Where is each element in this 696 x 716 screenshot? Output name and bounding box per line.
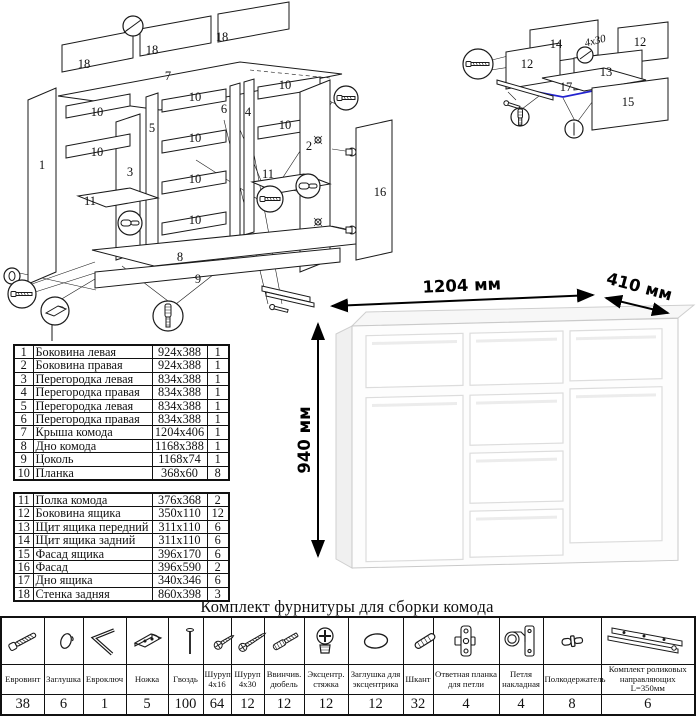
part-qty: 12 <box>207 507 229 520</box>
parts-row <box>14 399 229 412</box>
part-qty: 1 <box>207 345 229 359</box>
part-qty: 6 <box>207 547 229 560</box>
part-name: Дно ящика <box>33 574 152 587</box>
part-size: 1168x388 <box>152 439 207 452</box>
height-dimension-label: 940 мм <box>295 406 314 474</box>
width-dimension-arrow <box>332 295 593 306</box>
hardware-qty: 4 <box>499 695 543 716</box>
cabinet-side <box>336 326 352 568</box>
parts-row <box>14 547 229 560</box>
hardware-name: Шуруп 4x30 <box>231 665 264 695</box>
roller-guides-icon <box>601 617 695 665</box>
part-label: 15 <box>621 95 635 109</box>
product-render <box>295 269 694 568</box>
parts-row <box>14 426 229 439</box>
callout-nail-drawer <box>565 120 583 138</box>
part-name: Стенка задняя <box>33 587 152 601</box>
hardware-name: Гвоздь <box>168 665 203 695</box>
part-num: 8 <box>14 439 33 452</box>
cabinet-front <box>352 318 678 568</box>
part-num: 13 <box>14 520 33 533</box>
hardware-qty: 12 <box>264 695 304 716</box>
shelf-support-icon <box>543 617 601 665</box>
part-size: 924x388 <box>152 345 207 359</box>
euro-screw-icon <box>1 617 44 665</box>
part-label: 7 <box>164 69 172 83</box>
part-label: 10 <box>188 131 202 145</box>
hinge-plate-icon <box>433 617 499 665</box>
part-label: 3 <box>126 165 134 179</box>
partition-6 <box>230 83 240 239</box>
part-label: 1 <box>38 158 46 172</box>
part-size: 368x60 <box>152 466 207 480</box>
parts-row <box>14 520 229 533</box>
part-label: 6 <box>220 102 228 116</box>
part-name: Перегородка правая <box>33 412 152 425</box>
part-name: Фасад ящика <box>33 547 152 560</box>
depth-dimension-label: 410 мм <box>604 268 675 305</box>
part-label: 10 <box>188 90 202 104</box>
hinge-icon <box>499 617 543 665</box>
hardware-kit-title: Комплект фурнитуры для сборки комода <box>200 597 494 616</box>
part-label: 12 <box>633 35 647 49</box>
part-name: Цоколь <box>33 453 152 466</box>
part-size: 834x388 <box>152 372 207 385</box>
hardware-name: Петля накладная <box>499 665 543 695</box>
part-qty: 2 <box>207 493 229 507</box>
hardware-qty: 64 <box>203 695 231 716</box>
foot-icon <box>126 617 168 665</box>
hardware-name: Евроключ <box>83 665 126 695</box>
part-size: 396x170 <box>152 547 207 560</box>
part-label: 10 <box>278 118 292 132</box>
part-qty: 1 <box>207 412 229 425</box>
part-label: 9 <box>194 272 202 286</box>
part-num: 7 <box>14 426 33 439</box>
back-panel-18-right <box>215 2 289 44</box>
side-panel-1 <box>28 88 56 284</box>
part-num: 9 <box>14 453 33 466</box>
part-qty: 6 <box>207 574 229 587</box>
cam-lock-icon <box>304 617 348 665</box>
part-num: 14 <box>14 534 33 547</box>
part-qty: 8 <box>207 466 229 480</box>
part-label: 2 <box>305 139 313 153</box>
parts-row <box>14 574 229 587</box>
hardware-name: Ответная планка для петли <box>433 665 499 695</box>
part-label: 4 <box>244 105 252 119</box>
door-front <box>570 387 662 543</box>
part-size: 350x110 <box>152 507 207 520</box>
part-name: Фасад <box>33 560 152 573</box>
part-label: 14 <box>549 37 563 51</box>
hardware-qty: 1 <box>83 695 126 716</box>
part-size: 860x398 <box>152 587 207 601</box>
hardware-qty-row <box>1 695 695 716</box>
screw-short-icon <box>203 617 231 665</box>
parts-row <box>14 345 229 359</box>
hardware-names-row <box>1 665 695 695</box>
parts-row <box>14 493 229 507</box>
dowel-icon <box>403 617 433 665</box>
part-name: Перегородка левая <box>33 399 152 412</box>
callout-foot <box>41 297 69 341</box>
hardware-qty: 4 <box>433 695 499 716</box>
part-num: 5 <box>14 399 33 412</box>
part-qty: 2 <box>207 560 229 573</box>
part-qty: 1 <box>207 399 229 412</box>
part-size: 834x388 <box>152 386 207 399</box>
part-size: 311x110 <box>152 534 207 547</box>
parts-table-main <box>13 344 230 481</box>
hardware-qty: 100 <box>168 695 203 716</box>
hardware-name: Ввинчив. дюбель <box>264 665 304 695</box>
part-label: 11 <box>261 167 275 181</box>
callout-screw-in-dowel <box>153 301 183 331</box>
back-panel-18-left <box>62 31 133 72</box>
hex-key-icon <box>83 617 126 665</box>
cam-cap-icon <box>348 617 403 665</box>
part-num: 15 <box>14 547 33 560</box>
cap-icon <box>44 617 83 665</box>
part-num: 2 <box>14 359 33 372</box>
part-name: Боковина ящика <box>33 507 152 520</box>
part-size: 924x388 <box>152 359 207 372</box>
screw-long-icon <box>231 617 264 665</box>
hardware-qty: 8 <box>543 695 601 716</box>
part-num: 12 <box>14 507 33 520</box>
part-qty: 3 <box>207 587 229 601</box>
part-name: Дно комода <box>33 439 152 452</box>
callout-dowel-mid <box>296 174 320 198</box>
part-num: 18 <box>14 587 33 601</box>
part-size: 1204x406 <box>152 426 207 439</box>
drawer-assembly-diagram <box>463 20 668 138</box>
part-num: 10 <box>14 466 33 480</box>
hardware-kit-table <box>0 616 696 716</box>
parts-row <box>14 560 229 573</box>
parts-row <box>14 386 229 399</box>
callout-nail <box>123 16 143 36</box>
hardware-qty: 6 <box>601 695 695 716</box>
callout-euro-screw-bottom <box>8 280 36 308</box>
callout-euro-screw-drawer <box>463 49 493 79</box>
parts-row <box>14 372 229 385</box>
part-name: Боковина левая <box>33 345 152 359</box>
part-name: Боковина правая <box>33 359 152 372</box>
part-size: 834x388 <box>152 412 207 425</box>
screw-size-note: 4x30 <box>583 32 608 50</box>
hardware-name: Шуруп 4x16 <box>203 665 231 695</box>
parts-row <box>14 507 229 520</box>
part-label: 5 <box>148 121 156 135</box>
partition-4 <box>244 79 254 235</box>
callout-dowel-left <box>118 211 142 235</box>
part-num: 4 <box>14 386 33 399</box>
callout-euro-screw-mid <box>257 186 283 212</box>
part-label: 10 <box>90 105 104 119</box>
parts-table-extra <box>13 492 230 602</box>
hardware-qty: 32 <box>403 695 433 716</box>
callout-screw-4x30 <box>577 47 593 63</box>
part-name: Планка <box>33 466 152 480</box>
callout-screw-in-dowel-drawer <box>511 108 529 126</box>
hardware-qty: 12 <box>348 695 403 716</box>
part-label: 18 <box>145 43 159 57</box>
hardware-name: Ножка <box>126 665 168 695</box>
nail-icon <box>168 617 203 665</box>
part-name: Полка комода <box>33 493 152 507</box>
part-label: 11 <box>83 194 97 208</box>
hardware-qty: 12 <box>231 695 264 716</box>
part-name: Щит ящика передний <box>33 520 152 533</box>
part-name: Перегородка левая <box>33 372 152 385</box>
hinge-icons <box>346 148 356 234</box>
part-size: 834x388 <box>152 399 207 412</box>
part-num: 6 <box>14 412 33 425</box>
part-label: 12 <box>520 57 534 71</box>
parts-row <box>14 453 229 466</box>
hardware-name: Шкант <box>403 665 433 695</box>
part-qty: 1 <box>207 359 229 372</box>
part-size: 396x590 <box>152 560 207 573</box>
part-name: Перегородка правая <box>33 386 152 399</box>
hardware-icons-row <box>1 617 695 665</box>
hardware-qty: 12 <box>304 695 348 716</box>
door-front <box>366 395 463 561</box>
part-size: 340x346 <box>152 574 207 587</box>
parts-row <box>14 412 229 425</box>
part-label: 18 <box>215 30 229 44</box>
width-dimension-label: 1204 мм <box>422 274 502 297</box>
part-label: 18 <box>77 57 91 71</box>
part-num: 17 <box>14 574 33 587</box>
hardware-qty: 5 <box>126 695 168 716</box>
part-label: 10 <box>90 145 104 159</box>
part-label: 13 <box>599 65 613 79</box>
part-num: 1 <box>14 345 33 359</box>
part-label: 10 <box>188 172 202 186</box>
part-qty: 1 <box>207 439 229 452</box>
part-label: 10 <box>278 78 292 92</box>
hardware-name: Евровинт <box>1 665 44 695</box>
parts-row <box>14 466 229 480</box>
hardware-name: Заглушка <box>44 665 83 695</box>
part-name: Щит ящика задний <box>33 534 152 547</box>
part-size: 376x368 <box>152 493 207 507</box>
part-qty: 1 <box>207 386 229 399</box>
part-label: 8 <box>176 250 184 264</box>
part-qty: 6 <box>207 520 229 533</box>
screw-in-dowel-icon <box>264 617 304 665</box>
part-num: 11 <box>14 493 33 507</box>
partition-5 <box>146 93 158 250</box>
hardware-name: Полкодержатель <box>543 665 601 695</box>
roller-guide <box>262 286 314 313</box>
part-qty: 1 <box>207 426 229 439</box>
callout-euro-screw-top <box>334 86 358 110</box>
part-label: 10 <box>188 213 202 227</box>
part-qty: 1 <box>207 372 229 385</box>
part-label: 17 <box>559 80 573 94</box>
part-num: 16 <box>14 560 33 573</box>
part-qty: 6 <box>207 534 229 547</box>
part-name: Крыша комода <box>33 426 152 439</box>
part-size: 311x110 <box>152 520 207 533</box>
parts-row <box>14 359 229 372</box>
hardware-qty: 6 <box>44 695 83 716</box>
exploded-view-diagram <box>4 2 392 341</box>
part-size: 1168x74 <box>152 453 207 466</box>
hardware-qty: 38 <box>1 695 44 716</box>
part-label: 16 <box>373 185 387 199</box>
hardware-name: Комплект роликовых направляющих L=350мм <box>601 665 695 695</box>
part-qty: 1 <box>207 453 229 466</box>
parts-row <box>14 534 229 547</box>
parts-row <box>14 439 229 452</box>
part-num: 3 <box>14 372 33 385</box>
hardware-name: Заглушка для эксцентрика <box>348 665 403 695</box>
hardware-name: Эксцентр. стяжка <box>304 665 348 695</box>
